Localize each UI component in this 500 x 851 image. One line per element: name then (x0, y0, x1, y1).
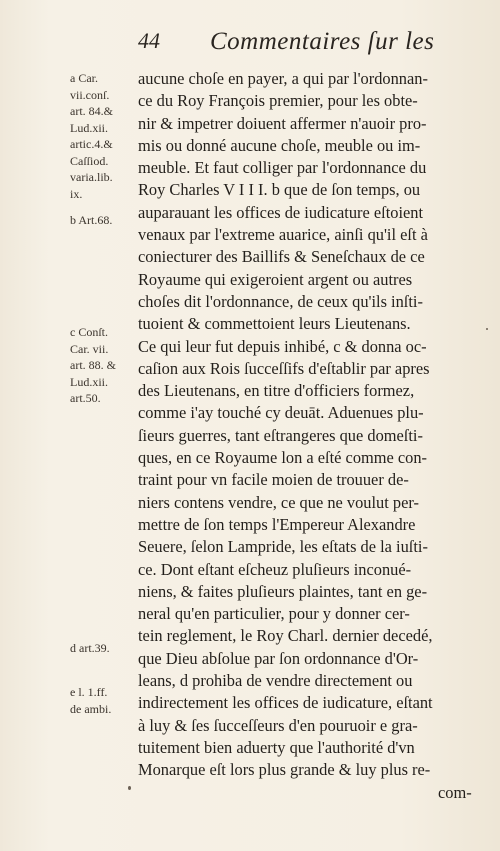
margin-note-d (70, 640, 140, 657)
margin-note-line: c Conſt. (70, 325, 108, 339)
text-line: Seuere, ſelon Lampride, les eſtats de la iuſti- (138, 537, 428, 557)
text-line: venaux par l'extreme auarice, ainſi qu'il eſt à (138, 225, 428, 245)
text-line: indirectement les offices de iudicature, eſtant (138, 693, 433, 713)
margin-note-line: art. 84.& (70, 104, 113, 118)
text-line: des Lieutenans, en titre d'officiers formez, (138, 381, 415, 401)
page-number: 44 (138, 28, 160, 53)
text-line: neral qu'en particulier, pour y donner cer- (138, 604, 410, 624)
text-line: tein reglement, le Roy Charl. dernier decedé, (138, 626, 433, 646)
text-line: tuitement bien aduerty que l'authorité d'vn (138, 737, 415, 757)
text-line: niers contens vendre, ce que ne voulut per- (138, 492, 419, 512)
margin-note-line: artic.4.& (70, 137, 113, 151)
text-line: tuoient & commettoient leurs Lieutenans. (138, 314, 411, 334)
margin-note-line: e l. 1.ff. (70, 685, 108, 699)
ink-speck (128, 786, 131, 790)
text-line: nir & impetrer doiuent affermer n'auoir pro- (138, 113, 427, 133)
margin-notes (70, 70, 140, 770)
text-line: auparauant les offices de iudicature eſtoient (138, 202, 424, 222)
margin-note-line: a Car. (70, 71, 98, 85)
text-line: mis ou donné aucune choſe, meuble ou im- (138, 135, 421, 155)
text-line: coniecturer des Baillifs & Seneſchaux de ce (138, 247, 425, 267)
text-line: niens, & faites pluſieurs plaintes, tant en ge- (138, 581, 428, 601)
text-line: traint pour vn facile moien de trouuer de- (138, 470, 409, 490)
margin-note-e (70, 684, 140, 717)
margin-note-line: Lud.xii. (70, 120, 108, 135)
text-line: ce du Roy François premier, pour les obte- (138, 91, 418, 111)
text-line: Roy Charles V I I I. b que de ſon temps, ou (138, 180, 421, 200)
margin-note-line: varia.lib. (70, 170, 113, 184)
text-line: caſion aux Rois ſucceſſifs d'eſtablir par apres (138, 358, 430, 378)
margin-note-b (70, 212, 140, 229)
margin-note-line: Lud.xii. (70, 374, 108, 389)
text-line: Royaume qui exigeroient argent ou autres (138, 269, 413, 289)
text-line: Ce qui leur fut depuis inhibé, c & donna oc- (138, 336, 427, 356)
text-line: meuble. Et faut colliger par l'ordonnance du (138, 158, 427, 178)
margin-note-line: Car. vii. (70, 341, 109, 356)
running-title: Commentaires ſur les (210, 28, 435, 55)
main-text-block (138, 68, 480, 804)
text-line: ques, en ce Royaume lon a eſté comme con- (138, 448, 428, 468)
margin-note-line: d art.39. (70, 641, 110, 655)
margin-note-line: Caſſiod. (70, 153, 109, 168)
margin-note-line: art.50. (70, 391, 101, 405)
ink-speck (486, 328, 488, 330)
text-line: mettre de ſon temps l'Empereur Alexandre (138, 514, 416, 534)
text-line: leans, d prohiba de vendre directement ou (138, 671, 413, 691)
text-line: à luy & ſes ſucceſſeurs d'en pouruoir e gra- (138, 715, 418, 735)
margin-note-c (70, 324, 140, 407)
margin-note-line: de ambi. (70, 701, 112, 716)
text-line: aucune choſe en payer, a qui par l'ordonnan- (138, 69, 428, 88)
page-header (130, 28, 450, 58)
margin-note-line: b Art.68. (70, 213, 113, 227)
text-line: ſieurs guerres, tant eſtrangeres que domeſti- (138, 425, 423, 445)
text-line: que Dieu abſolue par ſon ordonnance d'Or- (138, 648, 419, 668)
margin-note-line: art. 88. & (70, 358, 116, 372)
margin-note-line: ix. (70, 186, 83, 201)
text-line: comme i'ay touché cy deuāt. Aduenues plu- (138, 403, 424, 423)
text-line: ce. Dont eſtant eſcheuz pluſieurs inconué- (138, 559, 412, 579)
text-line: Monarque eſt lors plus grande & luy plus re- (138, 760, 431, 780)
text-line: choſes dit l'ordonnance, de ceux qu'ils inſti- (138, 291, 423, 311)
margin-note-a (70, 70, 140, 202)
text-line: com- (438, 782, 472, 802)
margin-note-line: vii.conſ. (70, 87, 110, 102)
